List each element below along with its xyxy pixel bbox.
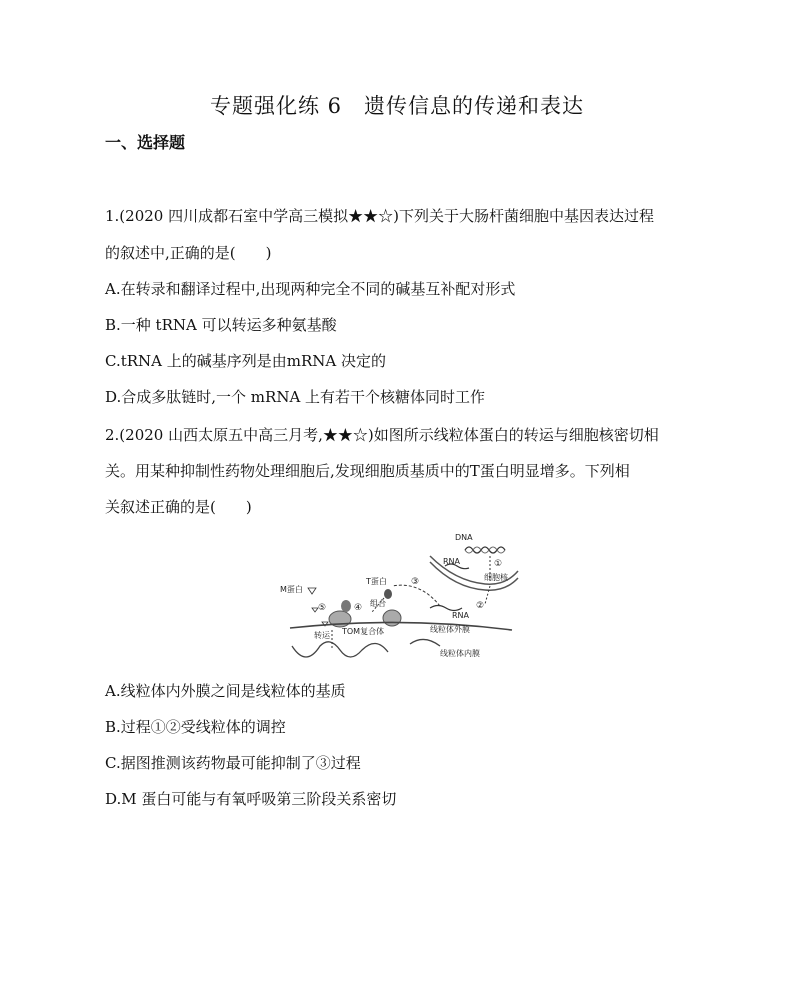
rna-strand-bottom	[430, 606, 462, 611]
q1-option-c: C.tRNA 上的碱基序列是由mRNA 决定的	[105, 352, 387, 370]
step-3-label: ③	[411, 577, 420, 587]
protein-bound	[341, 600, 351, 612]
transport-label: 转运	[314, 631, 330, 640]
q2-stem-line-2: 关。用某种抑制性药物处理细胞后,发现细胞质基质中的T蛋白明显增多。下列相	[105, 462, 630, 480]
q2-option-b: B.过程①②受线粒体的调控	[105, 718, 286, 736]
q2-stem-line-1: 2.(2020 山西太原五中高三月考,★★☆)如图所示线粒体蛋白的转运与细胞核密切相	[105, 426, 659, 444]
step-2-label: ②	[476, 601, 485, 611]
nucleus-label: 细胞核	[484, 573, 508, 582]
rna-top-label: RNA	[443, 557, 461, 566]
t-protein-label: T蛋白	[366, 577, 387, 586]
page-title: 专题强化练 6 遗传信息的传递和表达	[209, 94, 585, 118]
q1-option-b: B.一种 tRNA 可以转运多种氨基酸	[105, 316, 337, 334]
t-protein-shape	[384, 589, 392, 599]
q1-option-a: A.在转录和翻译过程中,出现两种完全不同的碱基互补配对形式	[105, 280, 516, 298]
q1-stem-line-1: 1.(2020 四川成都石室中学高三模拟★★☆)下列关于大肠杆菌细胞中基因表达过程	[105, 207, 654, 225]
step-4-label: ④	[354, 603, 363, 613]
tom-complex-right	[383, 610, 401, 626]
q2-option-c: C.据图推测该药物最可能抑制了③过程	[105, 754, 361, 772]
outer-membrane-label: 线粒体外膜	[430, 625, 470, 634]
combine-label: 组合	[370, 599, 386, 608]
q2-stem-line-3: 关叙述正确的是( )	[105, 498, 252, 516]
m-protein-label: M蛋白	[280, 585, 303, 594]
section-heading: 一、选择题	[105, 133, 186, 152]
q1-stem-line-2: 的叙述中,正确的是( )	[105, 244, 272, 262]
q1-option-d: D.合成多肽链时,一个 mRNA 上有若干个核糖体同时工作	[105, 388, 486, 406]
step-1-label: ①	[494, 559, 503, 569]
inner-membrane-label: 线粒体内膜	[440, 649, 480, 658]
step-5-label: ⑤	[318, 603, 327, 613]
rna-bottom-label: RNA	[452, 611, 470, 620]
q2-option-a: A.线粒体内外膜之间是线粒体的基质	[105, 682, 346, 700]
inner-membrane-line	[292, 642, 388, 657]
mitochondria-protein-diagram	[280, 526, 520, 666]
dna-label: DNA	[455, 533, 473, 542]
q2-option-d: D.M 蛋白可能与有氧呼吸第三阶段关系密切	[105, 790, 397, 808]
tom-label: TOM复合体	[342, 627, 385, 636]
